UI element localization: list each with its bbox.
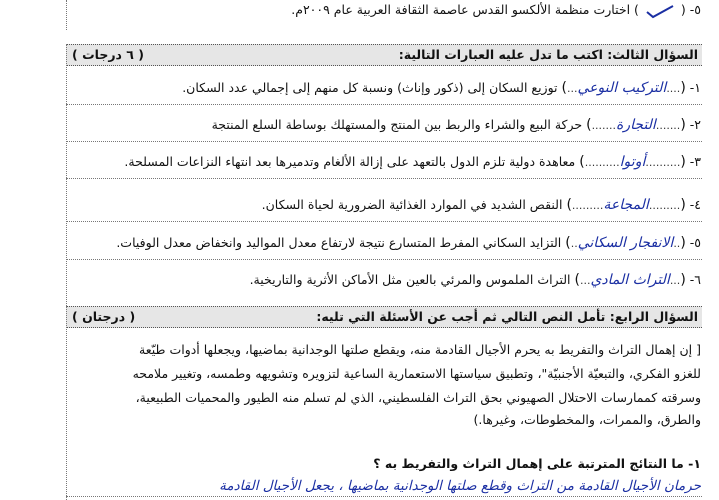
- handwritten-answer-5: الانفجار السكاني: [577, 235, 674, 251]
- q3-item-1: ١- (....التركيب النوعي...) توزيع السكان إلى (ذكور وإناث) ونسبة كل منهم إلى إجمالي عدد السكان.: [182, 80, 701, 96]
- q2-item-5: ٥- ( ) اختارت منظمة الألكسو القدس عاصمة الثقافة العربية عام ٢٠٠٩م.: [291, 2, 701, 17]
- section-3-points: ( ٦ درجات ): [72, 47, 145, 62]
- separator: [66, 259, 702, 260]
- passage-line-2: للغزو الفكري، والتبعيّة الأجنبيّة"، وتطبيق سياستها الاستعمارية الساعية لتزويره وتشويهه وطمسه، وتغيير ملامحه: [132, 366, 701, 381]
- margin-rule: [66, 44, 67, 306]
- separator: [66, 104, 702, 105]
- q3-item-2: ٢- (.......التجارة.......) حركة البيع والشراء والربط بين المنتج والمستهلك بوساطة السلع المنتجة: [211, 117, 701, 133]
- separator: [66, 178, 702, 179]
- q2-item-5-text: اختارت منظمة الألكسو القدس عاصمة الثقافة العربية عام ٢٠٠٩م.: [291, 2, 631, 17]
- handwritten-answer-2: التجارة: [616, 117, 656, 133]
- handwritten-answer-1: التركيب النوعي: [577, 80, 667, 96]
- section-4-points: ( درجتان ): [72, 309, 136, 324]
- check-mark-icon: [643, 3, 677, 19]
- separator: [66, 141, 702, 142]
- section-3-header: [66, 44, 702, 66]
- section-4-header: [66, 306, 702, 328]
- q3-item-4: ٤- (.........المجاعة.........) النقص الشديد في الموارد الغذائية الضرورية لحياة السكان.: [261, 197, 701, 213]
- section-3-title: السؤال الثالث: اكتب ما تدل عليه العبارات التالية:: [398, 47, 698, 62]
- q2-item-5-number: ٥-: [689, 2, 701, 17]
- q3-item-6: ٦- (...التراث المادي...) التراث الملموس والمرئي بالعين مثل الأماكن الأثرية والتاريخية.: [249, 272, 701, 288]
- separator: [66, 221, 702, 222]
- passage-line-3: وسرقته كممارسات الاحتلال الصهيوني بحق التراث الفلسطيني، الذي لم تسلم منه الطيور والمحميات الطبيعية،: [135, 390, 701, 405]
- handwritten-answer-6: التراث المادي: [590, 272, 670, 288]
- q3-item-5: ٥- (..الانفجار السكاني..) التزايد السكاني المفرط المتسارع نتيجة لارتفاع معدل المواليد وانخفاض معدل الوفيات.: [116, 235, 701, 251]
- passage-line-1: [ إن إهمال التراث والتفريط به يحرم الأجيال القادمة منه، ويقطع صلتها الوجدانية بماضيها، ويجعلها أدوات طيّعة: [139, 342, 701, 357]
- passage-line-4: والطرق، والممرات، والمخطوطات، وغيرها.): [473, 412, 701, 427]
- margin-rule: [66, 306, 67, 500]
- q3-item-3: ٣- (..........أوتوا..........) معاهدة دولية تلزم الدول بالتعهد على إزالة الألغام وتدميرها بعد انتهاء النزاعات المسلحة.: [124, 154, 701, 170]
- answer-underline: [66, 496, 702, 497]
- q4-question-1: ١- ما النتائج المترتبة على إهمال التراث والتفريط به ؟: [373, 456, 701, 471]
- handwritten-answer-q4-1: حرمان الأجيال القادمة من التراث وقطع صلتها الوجدانية بماضيها ، يجعل الأجيال القادمة: [219, 478, 701, 494]
- handwritten-answer-3: أوتوا: [619, 154, 646, 170]
- section-4-title: السؤال الرابع: تأمل النص التالي ثم أجب عن الأسئلة التي تليه:: [316, 309, 698, 324]
- margin-rule: [66, 0, 67, 30]
- handwritten-answer-4: المجاعة: [603, 197, 649, 213]
